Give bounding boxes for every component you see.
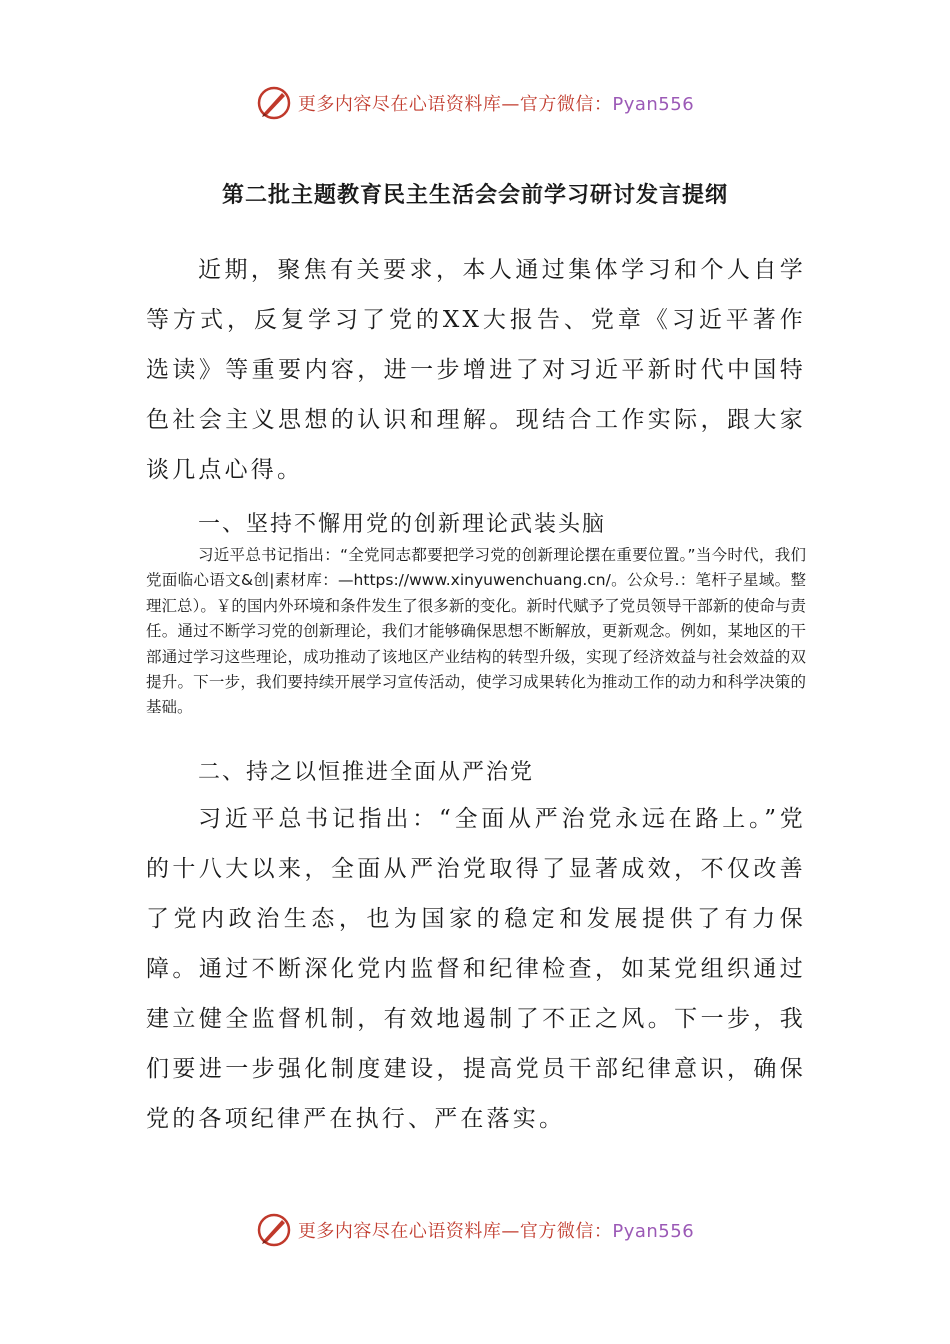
wechat-id: Pyan556 <box>612 1221 695 1242</box>
section-2-body: 习近平总书记指出：“全面从严治党永远在路上。”党的十八大以来，全面从严治党取得了显著成效，不仅改善了党内政治生态，也为国家的稳定和发展提供了有力保障。通过不断深化党内监督和纪律检查，如某党组织通过建立健全监督机制，有效地遏制了不正之风。下一步，我们要进一步强化制度建设，提高党员干部纪律意识，确保党的各项纪律严在执行、严在落实。 <box>146 806 806 1132</box>
wechat-id: Pyan556 <box>612 94 695 115</box>
header-banner <box>0 83 950 123</box>
intro-paragraph: 近期，聚焦有关要求，本人通过集体学习和个人自学等方式，反复学习了党的XX大报告、党章《习近平著作选读》等重要内容，进一步增进了对习近平新时代中国特色社会主义思想的认识和理解。现结合工作实际，跟大家谈几点心得。 <box>146 257 806 483</box>
section-1-body: 习近平总书记指出：“全党同志都要把学习党的创新理论摆在重要位置。”当今时代，我们党面临心语文&创|素材库：—https://www.xinyuwenchuang.cn/。公众号.：笔杆子星域。整理汇总）。￥的国内外环境和条件发生了很多新的变化。新时代赋予了党员领导干部新的使命与责任。通过不断学习党的创新理论，我们才能够确保思想不断解放，更新观念。例如，某地区的干部通过学习这些理论，成功推动了该地区产业结构的转型升级，实现了经济效益与社会效益的双提升。下一步，我们要持续开展学习宣传活动，使学习成果转化为推动工作的动力和科学决策的基础。 <box>146 546 806 717</box>
document-title: 第二批主题教育民主生活会会前学习研讨发言提纲 <box>221 183 728 208</box>
footer-banner <box>0 1210 950 1250</box>
section-2-heading: 二、持之以恒推进全面从严治党 <box>198 760 535 785</box>
pen-logo-icon <box>256 85 292 121</box>
section-1-heading: 一、坚持不懈用党的创新理论武装头脑 <box>198 512 607 537</box>
banner-text: 更多内容尽在心语资料库—官方微信：Pyan556 <box>297 1221 695 1242</box>
banner-text: 更多内容尽在心语资料库—官方微信：Pyan556 <box>297 94 695 115</box>
pen-logo-icon <box>256 1212 292 1248</box>
